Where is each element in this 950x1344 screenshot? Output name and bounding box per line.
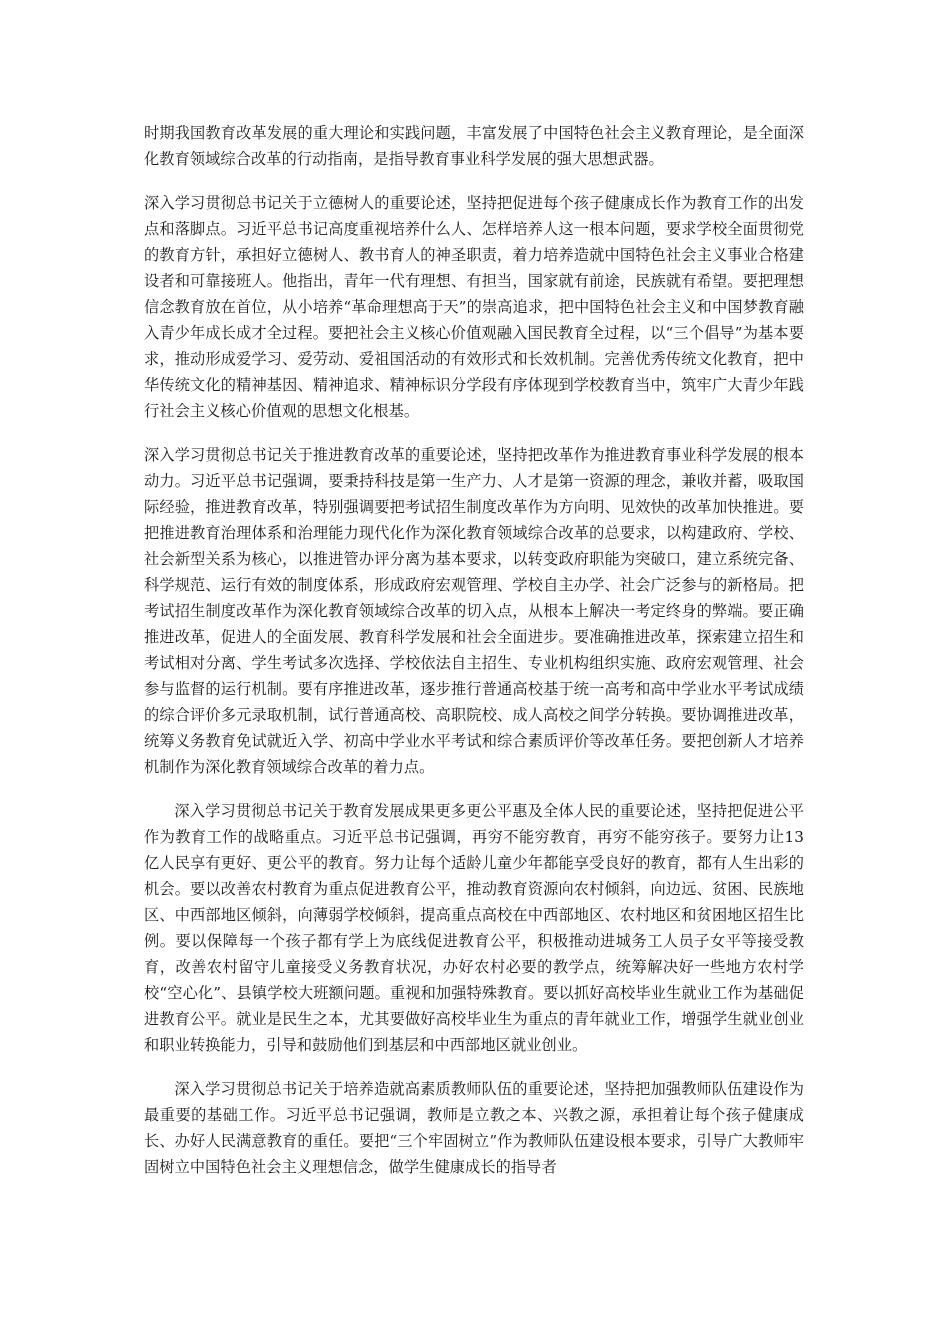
paragraph-3: 深入学习贯彻总书记关于推进教育改革的重要论述，坚持把改革作为推进教育事业科学发展的根本动力。习近平总书记强调，要秉持科技是第一生产力、人才是第一资源的理念，兼收并蓄，吸取国际经验，推进教育改革，特别强调要把考试招生制度改革作为方向明、见效快的改革加快推进。要把推进教育治理体系和治理能力现代化作为深化教育领域综合改革的总要求，以构建政府、学校、社会新型关系为核心，以推进管办评分离为基本要求，以转变政府职能为突破口，建立系统完备、科学规范、运行有效的制度体系，形成政府宏观管理、学校自主办学、社会广泛参与的新格局。把考试招生制度改革作为深化教育领域综合改革的切入点，从根本上解决一考定终身的弊端。要正确推进改革，促进人的全面发展、教育科学发展和社会全面进步。要准确推进改革，探索建立招生和考试相对分离、学生考试多次选择、学校依法自主招生、专业机构组织实施、政府宏观管理、社会参与监督的运行机制。要有序推进改革，逐步推行普通高校基于统一高考和高中学业水平考试成绩的综合评价多元录取机制，试行普通高校、高职院校、成人高校之间学分转换。要协调推进改革，统筹义务教育免试就近入学、初高中学业水平考试和综合素质评价等改革任务。要把创新人才培养机制作为深化教育领域综合改革的着力点。 [144, 446, 804, 776]
paragraph-2: 深入学习贯彻总书记关于立德树人的重要论述，坚持把促进每个孩子健康成长作为教育工作的出发点和落脚点。习近平总书记高度重视培养什么人、怎样培养人这一根本问题，要求学校全面贯彻党的教育方针，承担好立德树人、教书育人的神圣职责，着力培养造就中国特色社会主义事业合格建设者和可靠接班人。他指出，青年一代有理想、有担当，国家就有前途，民族就有希望。要把理想信念教育放在首位，从小培养“革命理想高于天”的崇高追求，把中国特色社会主义和中国梦教育融入青少年成长成才全过程。要把社会主义核心价值观融入国民教育全过程，以“三个倡导”为基本要求，推动形成爱学习、爱劳动、爱祖国活动的有效形式和长效机制。完善优秀传统文化教育，把中华传统文化的精神基因、精神追求、精神标识分学段有序体现到学校教育当中，筑牢广大青少年践行社会主义核心价值观的思想文化根基。 [144, 194, 804, 420]
document-page [144, 120, 804, 1198]
paragraph-4: 深入学习贯彻总书记关于教育发展成果更多更公平惠及全体人民的重要论述，坚持把促进公平作为教育工作的战略重点。习近平总书记强调，再穷不能穷教育，再穷不能穷孩子。要努力让13亿人民享有更好、更公平的教育。努力让每个适龄儿童少年都能享受良好的教育，都有人生出彩的机会。要以改善农村教育为重点促进教育公平，推动教育资源向农村倾斜，向边远、贫困、民族地区、中西部地区倾斜，向薄弱学校倾斜，提高重点高校在中西部地区、农村地区和贫困地区招生比例。要以保障每一个孩子都有学上为底线促进教育公平，积极推动进城务工人员子女平等接受教育，改善农村留守儿童接受义务教育状况，办好农村必要的教学点，统筹解决好一些地方农村学校“空心化”、县镇学校大班额问题。重视和加强特殊教育。要以抓好高校毕业生就业工作为基础促进教育公平。就业是民生之本，尤其要做好高校毕业生为重点的青年就业工作，增强学生就业创业和职业转换能力，引导和鼓励他们到基层和中西部地区就业创业。 [144, 802, 804, 1054]
paragraph-1: 时期我国教育改革发展的重大理论和实践问题，丰富发展了中国特色社会主义教育理论，是全面深化教育领域综合改革的行动指南，是指导教育事业科学发展的强大思想武器。 [144, 124, 804, 168]
paragraph-5: 深入学习贯彻总书记关于培养造就高素质教师队伍的重要论述，坚持把加强教师队伍建设作为最重要的基础工作。习近平总书记强调，教师是立教之本、兴教之源，承担着让每个孩子健康成长、办好人民满意教育的重任。要把“三个牢固树立”作为教师队伍建设根本要求，引导广大教师牢固树立中国特色社会主义理想信念，做学生健康成长的指导者 [144, 1080, 804, 1176]
